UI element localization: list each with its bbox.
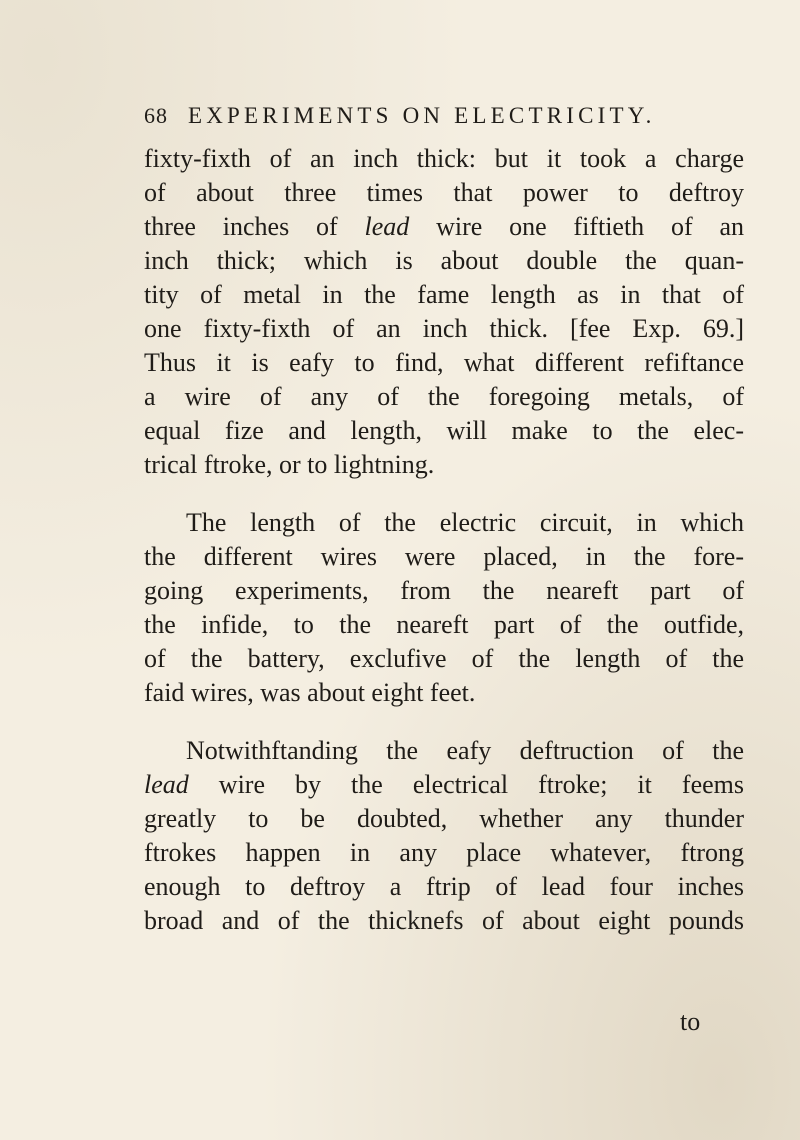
text-line: the infide, to the neareft part of the outfide, [144, 610, 744, 639]
paragraph-gap [144, 482, 744, 506]
text-line: fixty-fixth of an inch thick: but it took a charge [144, 144, 744, 173]
text-line: faid wires, was about eight feet. [144, 678, 476, 707]
page-number: 68 [144, 103, 168, 128]
paragraph-1 [144, 142, 744, 482]
text-line: trical ftroke, or to lightning. [144, 450, 435, 479]
text-line: greatly to be doubted, whether any thunder [144, 804, 744, 833]
text-line: Thus it is eafy to find, what different refiftance [144, 348, 744, 377]
text-line: three inches of lead wire one fiftieth of an [144, 212, 744, 241]
paragraph-3 [144, 734, 744, 938]
text-line: of the battery, exclufive of the length of the [144, 644, 744, 673]
text-line: Notwithftanding the eafy deftruction of the [186, 736, 744, 765]
text-line: tity of metal in the fame length as in that of [144, 280, 744, 309]
page-header [144, 103, 744, 139]
text-line: one fixty-fixth of an inch thick. [fee Exp. 69.] [144, 314, 744, 343]
text-line: of about three times that power to deftroy [144, 178, 744, 207]
text-line: the different wires were placed, in the fore- [144, 542, 744, 571]
catchword: to [680, 1007, 701, 1036]
text-line: broad and of the thicknefs of about eight pounds [144, 906, 744, 935]
paragraph-gap [144, 710, 744, 734]
text-line: ftrokes happen in any place whatever, ftrong [144, 838, 744, 867]
body-text [144, 142, 744, 938]
paragraph-2 [144, 506, 744, 710]
text-line: lead wire by the electrical ftroke; it feems [144, 770, 744, 799]
text-line: inch thick; which is about double the quan- [144, 246, 744, 275]
italic-word-lead: lead [144, 770, 189, 799]
italic-word-lead: lead [364, 212, 410, 241]
text-line: equal fize and length, will make to the elec- [144, 416, 744, 445]
text-line: The length of the electric circuit, in which [186, 508, 744, 537]
running-head: EXPERIMENTS ON ELECTRICITY. [188, 103, 656, 128]
text-line: a wire of any of the foregoing metals, of [144, 382, 744, 411]
text-line: enough to deftroy a ftrip of lead four inches [144, 872, 744, 901]
text-line: going experiments, from the neareft part of [144, 576, 744, 605]
